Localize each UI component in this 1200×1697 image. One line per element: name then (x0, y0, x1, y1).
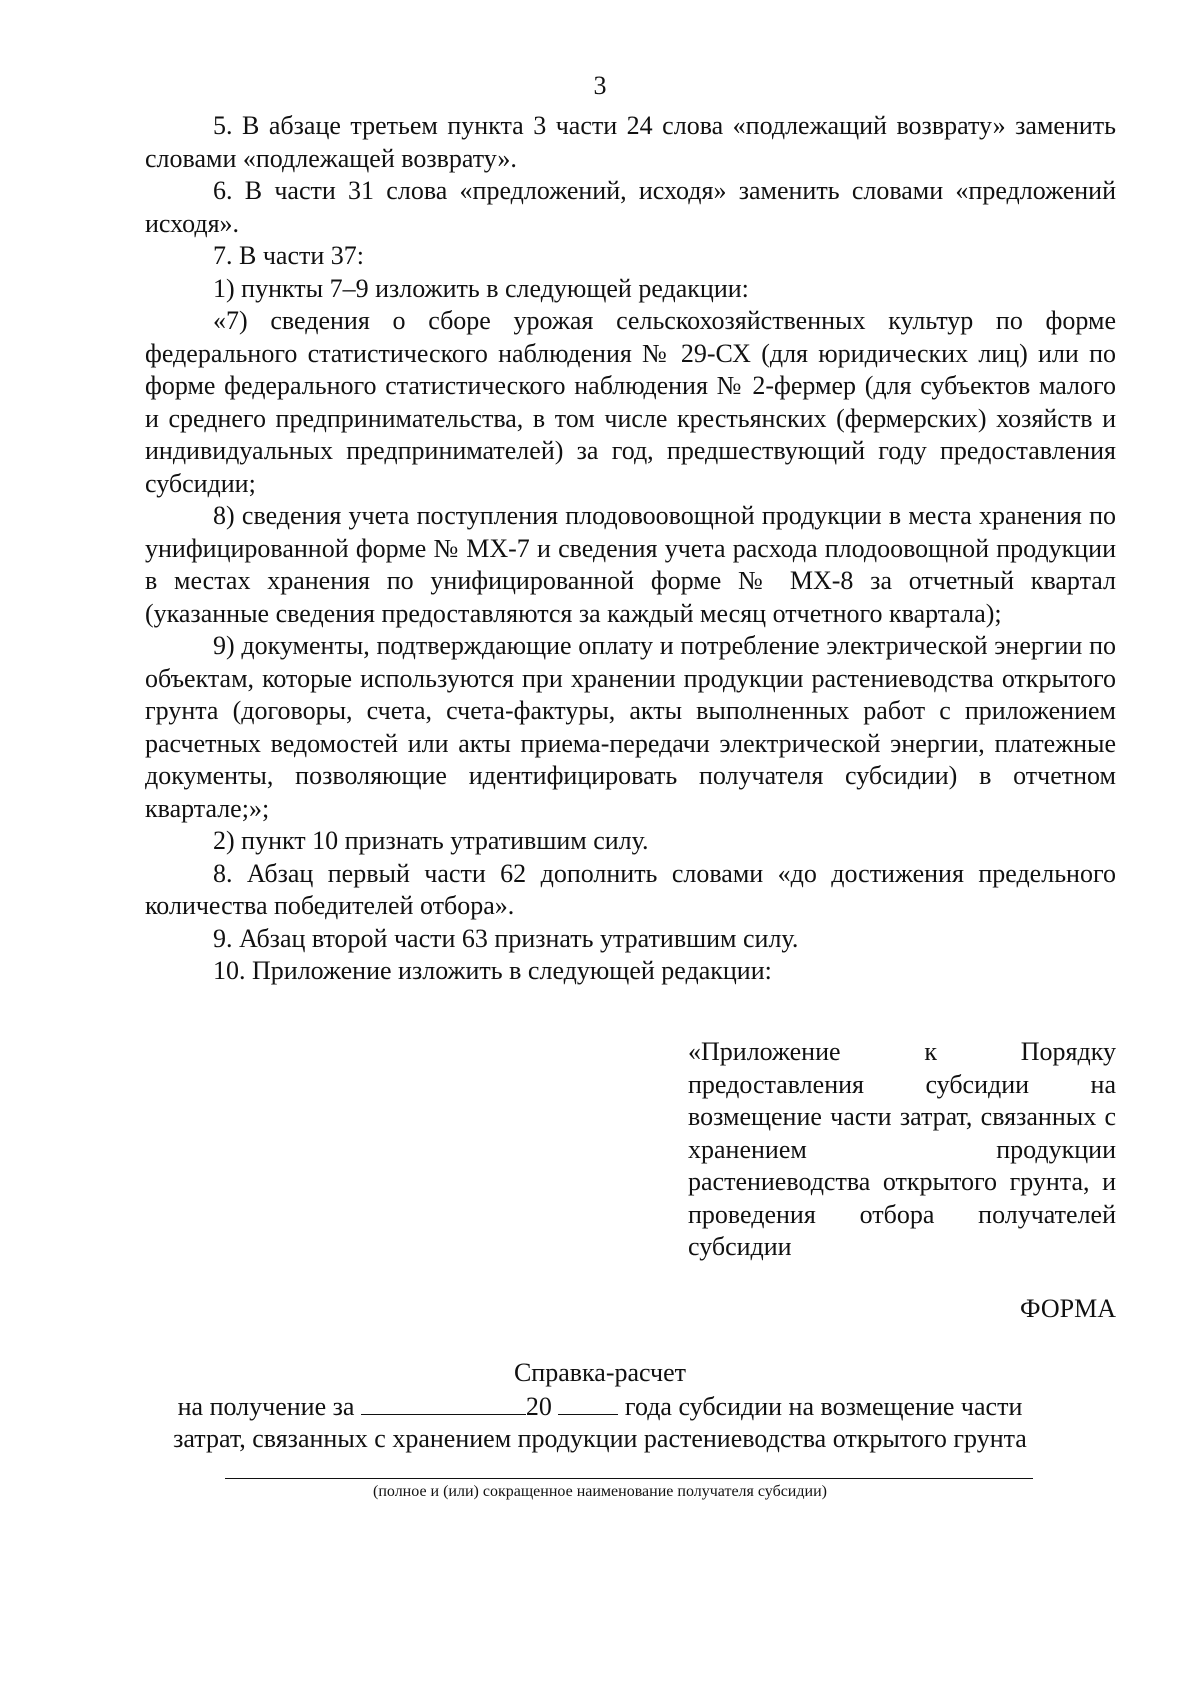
paragraph-item-9: 9. Абзац второй части 63 признать утратившим силу. (213, 923, 799, 953)
period-blank-field[interactable] (361, 1390, 526, 1415)
year-prefix: 20 (525, 1391, 552, 1421)
paragraph-item-6: 6. В части 31 слова «предложений, исходя» заменить словами «предложений исходя». (145, 176, 1116, 238)
annex-word: «Приложение (688, 1037, 841, 1066)
paragraph-point-8: 8) сведения учета поступления плодовоовощной продукции в места хранения по унифицированной форме № МХ-7 и сведения учета расхода плодоовощной продукции в местах хранения по унифицированной форме № МХ-8 за отчетный квартал (указанные сведения предоставляются за каждый месяц отчетного квартала); (145, 501, 1116, 628)
form-title-line2 (0, 1390, 1200, 1424)
form-label: ФОРМА (1020, 1294, 1116, 1323)
paragraph-subitem-2: 2) пункт 10 признать утратившим силу. (213, 826, 649, 855)
form-title-block (0, 1357, 1200, 1456)
recipient-name-line[interactable] (225, 1478, 1033, 1479)
annex-first-line (688, 1036, 1116, 1069)
title-text: на получение за (177, 1391, 355, 1421)
annex-rest: предоставления субсидии на возмещение части затрат, связанных с хранением продукции растениеводства открытого грунта, и проведения отбора получателей субсидии (688, 1069, 1116, 1261)
annex-header (688, 1036, 1116, 1264)
paragraph-item-7: 7. В части 37: (213, 241, 364, 270)
paragraph-point-9: 9) документы, подтверждающие оплату и потребление электрической энергии по объектам, которые используются при хранении продукции растениеводства открытого грунта (договоры, счета, счета-фактуры, акты выполненных работ с приложением расчетных ведомостей или акты приема-передачи электрической энергии, платежные документы, позволяющие идентифицировать получателя субсидии) в отчетном квартале;»; (145, 631, 1116, 823)
form-title-line3: затрат, связанных с хранением продукции растениеводства открытого грунта (173, 1424, 1027, 1453)
paragraph-item-8: 8. Абзац первый части 62 дополнить словами «до достижения предельного количества победителей отбора». (145, 858, 1116, 920)
form-title: Справка-расчет (513, 1358, 687, 1387)
paragraph-point-7: «7) сведения о сборе урожая сельскохозяйственных культур по форме федерального статистического наблюдения № 29-СХ (для юридических лиц) или по форме федерального статистического наблюдения № 2-фермер (для субъектов малого и среднего предпринимательства, в том числе крестьянских (фермерских) хозяйств и индивидуальных предпринимателей) за год, предшествующий году предоставления субсидии; (145, 306, 1116, 498)
year-blank-field[interactable] (558, 1390, 618, 1415)
title-text: года субсидии на возмещение части (624, 1391, 1023, 1421)
recipient-name-caption: (полное и (или) сокращенное наименование получателя субсидии) (373, 1483, 827, 1500)
paragraph-subitem-1: 1) пункты 7–9 изложить в следующей редакции: (213, 273, 749, 303)
paragraph-item-10: 10. Приложение изложить в следующей редакции: (213, 956, 772, 985)
annex-word: к (924, 1037, 937, 1066)
page-number: 3 (593, 71, 607, 100)
body-text (145, 110, 1116, 988)
paragraph-item-5: 5. В абзаце третьем пункта 3 части 24 слова «подлежащий возврату» заменить словами «подлежащей возврату». (145, 111, 1116, 173)
annex-word: Порядку (1020, 1037, 1116, 1066)
